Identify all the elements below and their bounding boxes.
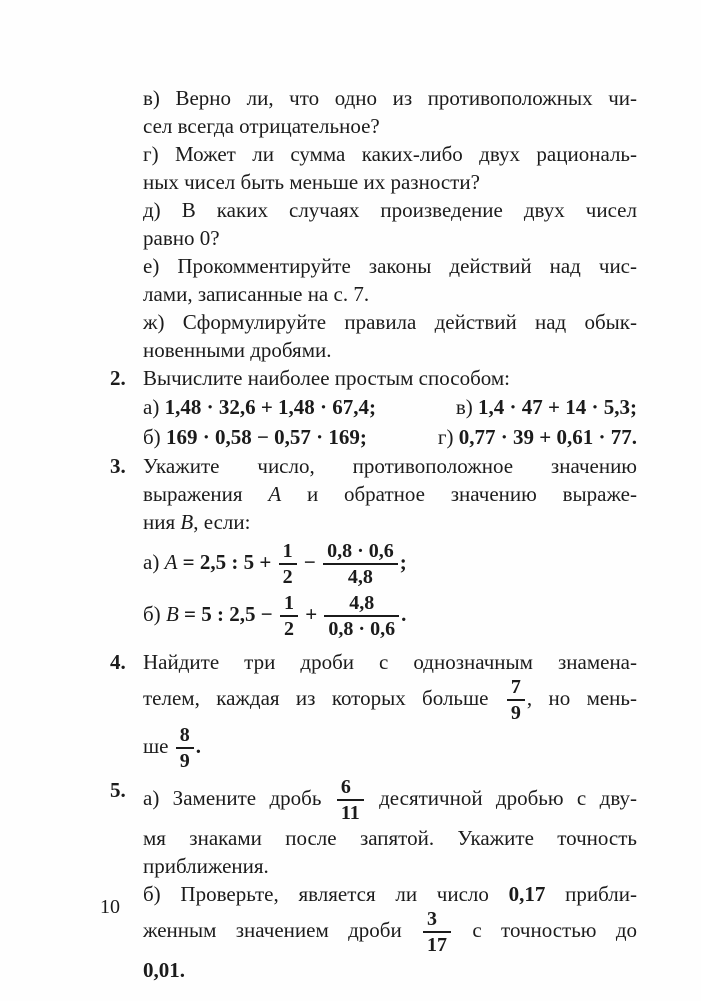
item-g-line-1: г) Может ли сумма каких-либо двух рациональ-: [143, 142, 637, 166]
problem-2-item-b: б) 169 · 0,58 − 0,57 · 169;: [143, 425, 367, 449]
problem-2-row-1: [143, 392, 637, 422]
fraction-three-seventeenths: $\frac{3}{17}$: [423, 908, 451, 956]
problem-4-line-3: ше $\frac{8}{9}$ .: [143, 724, 201, 772]
fraction-eight-ninths: $\frac{8}{9}$: [176, 724, 194, 772]
item-e-line-1: е) Прокомментируйте законы действий над чис-: [143, 254, 637, 278]
problem-2-title: Вычислите наиболее простым способом:: [143, 366, 510, 390]
fraction-seven-ninths: $\frac{7}{9}$: [507, 676, 525, 724]
variable-B: B: [180, 510, 194, 534]
item-zh-line-1: ж) Сформулируйте правила действий над обык-: [143, 310, 637, 334]
problem-5a-line-3: приближения.: [143, 854, 269, 878]
problem-5a-line-1: а) Замените дробь $\frac{6}{11}$ десятичной дробью с дву-: [143, 776, 638, 824]
problem-3-formula-b: б) B = 5 : 2,5 − $\frac{1}{2}$ + $\frac{4,8}{0,8 \cdot 0,6}$ .: [143, 592, 407, 640]
problem-2-item-a: а) 1,48 · 32,6 + 1,48 · 67,4;: [143, 395, 377, 419]
page-number: 10: [100, 896, 120, 918]
problem-4-line-1: Найдите три дроби с однозначным знамена-: [143, 650, 637, 674]
problem-3: [110, 452, 637, 640]
problem-3-line-3: ния B, если:: [143, 510, 251, 534]
problem-5b-line-1: б) Проверьте, является ли число 0,17 прибли-: [143, 882, 637, 906]
problem-5-number: 5.: [110, 778, 126, 802]
fraction-six-elevenths: $\frac{6}{11}$: [337, 776, 364, 824]
problem-2-number: 2.: [110, 366, 126, 390]
fraction-4-8-over-product: $\frac{4,8}{0,8 \cdot 0,6}$: [324, 592, 399, 640]
item-d-line-2: равно 0?: [143, 226, 220, 250]
problem-5b-line-3: 0,01.: [143, 958, 185, 982]
item-zh-line-2: новенными дробями.: [143, 338, 332, 362]
problem-5b-line-2: женным значением дроби $\frac{3}{17}$ с точностью до: [143, 908, 638, 956]
item-v-line-1: в) Верно ли, что одно из противоположных чи-: [143, 86, 637, 110]
variable-A: A: [164, 549, 178, 574]
problem-3-line-2: выражения A и обратное значению выраже-: [143, 482, 637, 506]
problem-5a-line-2: мя знаками после запятой. Укажите точность: [143, 826, 637, 850]
variable-B: B: [165, 601, 179, 626]
problem-2-row-2: [143, 422, 637, 452]
problem-2-item-v: в) 1,4 · 47 + 14 · 5,3;: [455, 395, 637, 419]
number-0-17: 0,17: [508, 882, 546, 906]
item-d-line-1: д) В каких случаях произведение двух чисел: [143, 198, 637, 222]
problem-2: [110, 364, 637, 452]
fraction-product-over-4-8: $\frac{0,8 \cdot 0,6}{4,8}$: [323, 540, 398, 588]
problem-3-number: 3.: [110, 454, 126, 478]
exercise-1-subitems: [143, 84, 637, 364]
problem-2-item-g: г) 0,77 · 39 + 0,61 · 77.: [437, 425, 637, 449]
item-g-line-2: ных чисел быть меньше их разности?: [143, 170, 480, 194]
fraction-one-half: $\frac{1}{2}$: [279, 540, 297, 588]
variable-A: A: [268, 482, 282, 506]
item-e-line-2: лами, записанные на с. 7.: [143, 282, 370, 306]
fraction-one-half: $\frac{1}{2}$: [280, 592, 298, 640]
problem-4-number: 4.: [110, 650, 126, 674]
item-v-line-2: сел всегда отрицательное?: [143, 114, 380, 138]
problem-4: [110, 648, 637, 772]
problem-3-formula-a: а) A = 2,5 : 5 + $\frac{1}{2}$ − $\frac{0,8 \cdot 0,6}{4,8}$ ;: [143, 540, 407, 588]
problem-4-line-2: телем, каждая из которых больше $\frac{7}{9}$ , но мень-: [143, 676, 637, 724]
problem-3-line-1: Укажите число, противоположное значению: [143, 454, 637, 478]
